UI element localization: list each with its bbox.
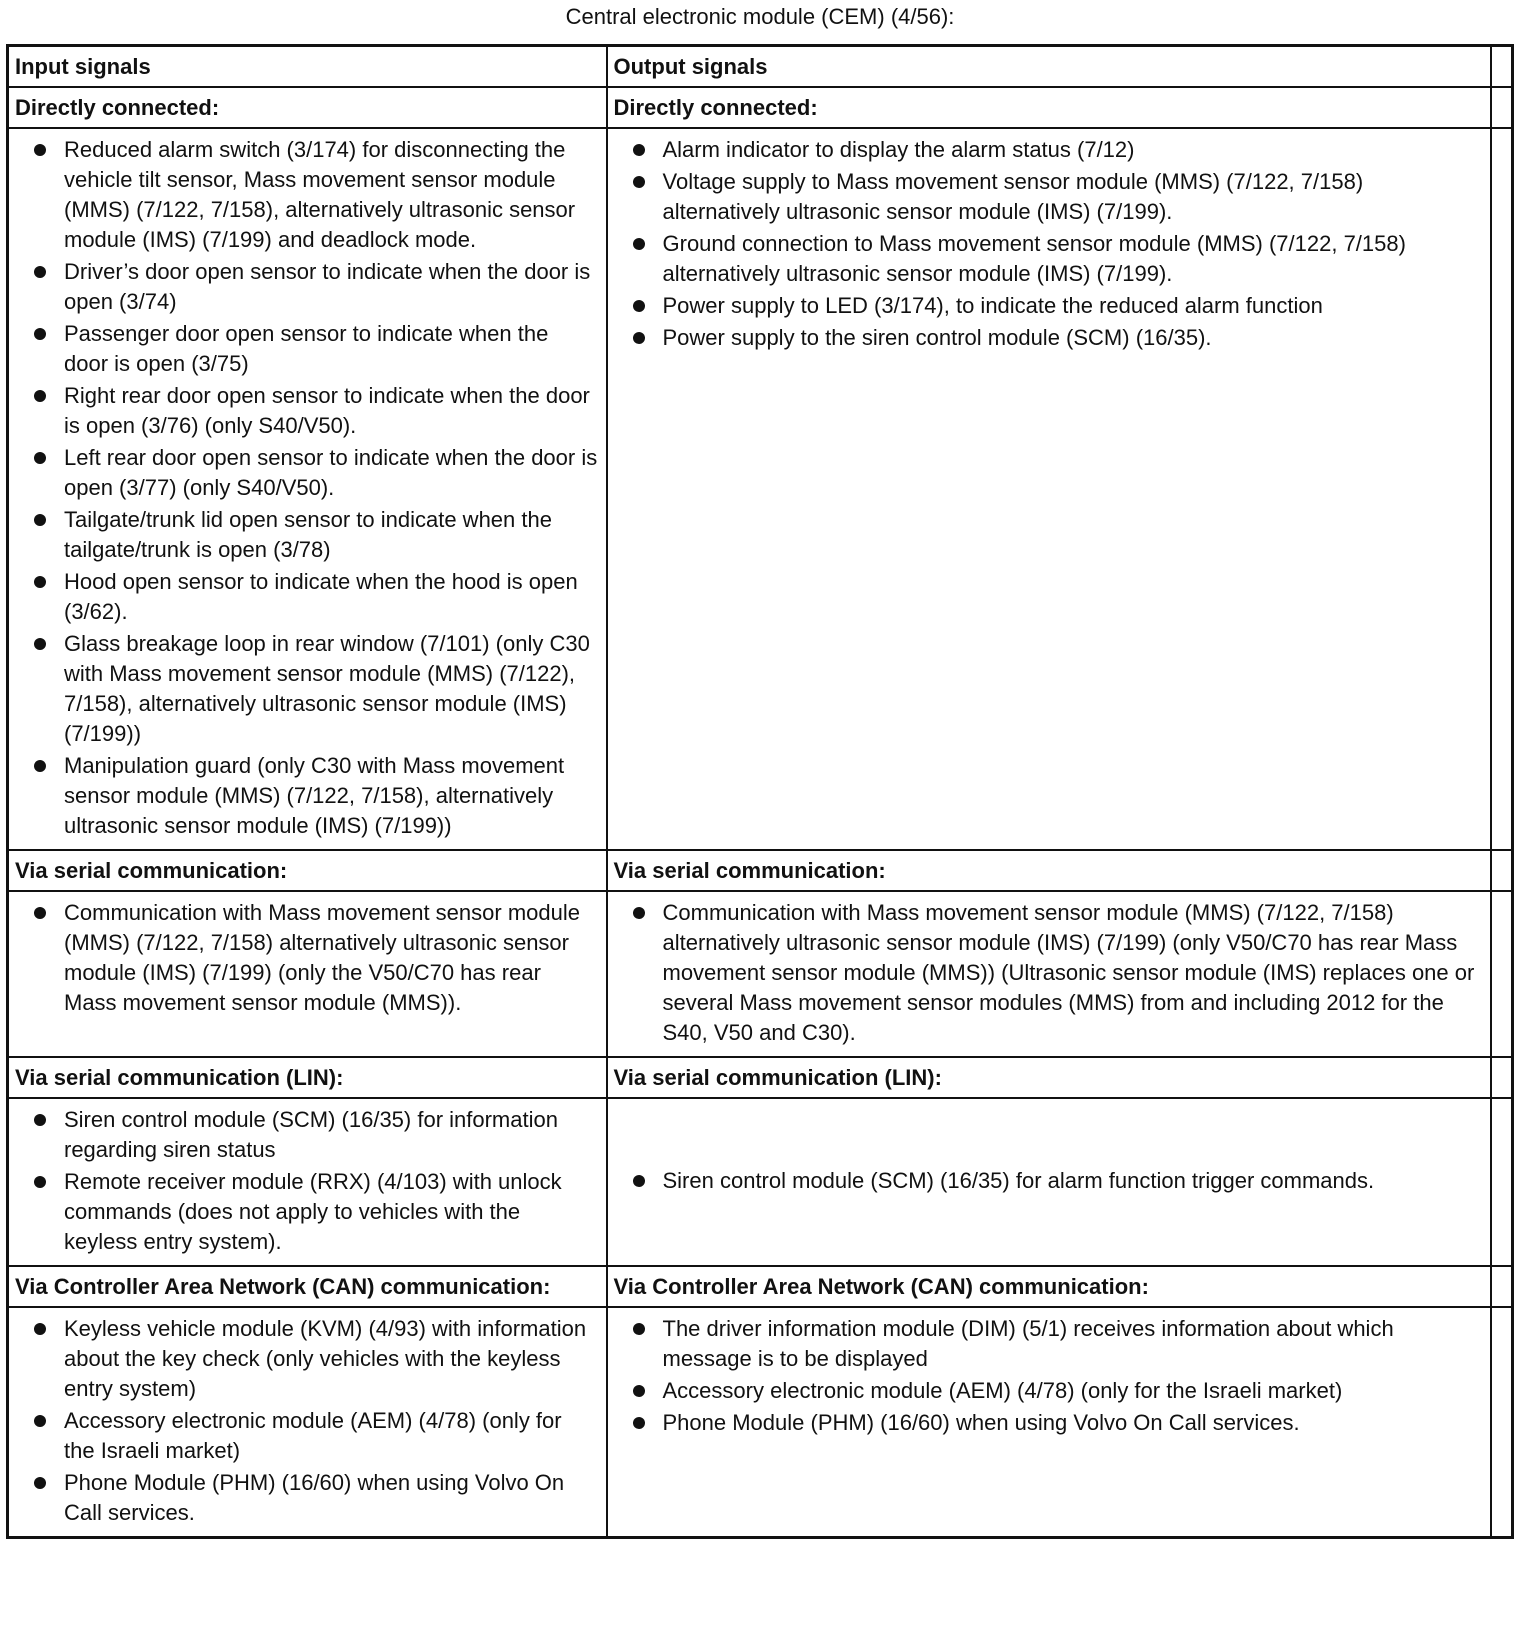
output-section-heading: Via serial communication:: [607, 850, 1491, 891]
list-item: [9, 381, 598, 441]
input-signals-header: Input signals: [8, 46, 607, 88]
list-item: [9, 1468, 598, 1528]
output-signals-header: Output signals: [607, 46, 1491, 88]
list-item: [9, 443, 598, 503]
list-item-text: Keyless vehicle module (KVM) (4/93) with information about the key check (only vehicles with the keyless entry system): [64, 1316, 587, 1401]
bullet-icon: [34, 328, 46, 340]
list-item-text: Communication with Mass movement sensor module (MMS) (7/122, 7/158) alternatively ultrasonic sensor module (IMS) (7/199) (only the V50/C70 has rear Mass movement sensor module (MMS)).: [64, 900, 580, 1015]
margin-cell: [1491, 1307, 1513, 1538]
section-heading-row: [8, 87, 1513, 128]
list-item: [9, 629, 598, 749]
page-title: Central electronic module (CEM) (4/56):: [565, 4, 955, 29]
list-item: [9, 1167, 598, 1257]
table-header-row: [8, 46, 1513, 88]
bullet-icon: [34, 144, 46, 156]
bullet-icon: [34, 1323, 46, 1335]
input-section-heading: Directly connected:: [8, 87, 607, 128]
section-heading-row: [8, 1057, 1513, 1098]
bullet-icon: [34, 1415, 46, 1427]
list-item: [9, 1406, 598, 1466]
bullet-icon: [34, 452, 46, 464]
list-item-text: Siren control module (SCM) (16/35) for alarm function trigger commands.: [662, 1168, 1375, 1193]
list-item: [9, 567, 598, 627]
bullet-icon: [34, 760, 46, 772]
list-item-text: Tailgate/trunk lid open sensor to indicate when the tailgate/trunk is open (3/78): [64, 507, 552, 562]
bullet-icon: [633, 300, 645, 312]
bullet-icon: [34, 1176, 46, 1188]
list-item-text: Ground connection to Mass movement sensor module (MMS) (7/122, 7/158) alternatively ultrasonic sensor module (IMS) (7/199).: [662, 231, 1406, 286]
bullet-icon: [633, 1175, 645, 1187]
section-heading-row: [8, 1266, 1513, 1307]
output-section-heading: Via Controller Area Network (CAN) communication:: [607, 1266, 1491, 1307]
list-item-text: Right rear door open sensor to indicate when the door is open (3/76) (only S40/V50).: [64, 383, 590, 438]
list-item: [9, 319, 598, 379]
bullet-icon: [34, 907, 46, 919]
margin-cell: [1491, 850, 1513, 891]
output-signals-list: [608, 1308, 1490, 1446]
list-item: [608, 323, 1482, 353]
margin-cell: [1491, 87, 1513, 128]
output-signals-cell: [607, 1307, 1491, 1538]
list-item-text: Left rear door open sensor to indicate when the door is open (3/77) (only S40/V50).: [64, 445, 598, 500]
bullet-icon: [633, 332, 645, 344]
section-body-row: [8, 891, 1513, 1057]
list-item-text: Accessory electronic module (AEM) (4/78) (only for the Israeli market): [64, 1408, 562, 1463]
list-item: [608, 167, 1482, 227]
list-item: [608, 229, 1482, 289]
bullet-icon: [34, 266, 46, 278]
output-signals-cell: [607, 128, 1491, 850]
list-item: [608, 291, 1482, 321]
input-signals-list: [9, 1308, 606, 1536]
list-item-text: The driver information module (DIM) (5/1) receives information about which message is to be displayed: [662, 1316, 1394, 1371]
list-item-text: Accessory electronic module (AEM) (4/78) (only for the Israeli market): [662, 1378, 1343, 1403]
input-signals-cell: [8, 891, 607, 1057]
bullet-icon: [633, 176, 645, 188]
list-item-text: Alarm indicator to display the alarm status (7/12): [662, 137, 1135, 162]
input-signals-cell: [8, 1307, 607, 1538]
list-item-text: Reduced alarm switch (3/174) for disconnecting the vehicle tilt sensor, Mass movement sensor module (MMS) (7/122, 7/158), alternatively ultrasonic sensor module (IMS) (7/199) and deadlock mode.: [64, 137, 576, 252]
bullet-icon: [34, 576, 46, 588]
bullet-icon: [633, 1385, 645, 1397]
signals-table: [6, 44, 1514, 1539]
input-signals-cell: [8, 128, 607, 850]
bullet-icon: [34, 514, 46, 526]
bullet-icon: [34, 1114, 46, 1126]
input-signals-cell: [8, 1098, 607, 1266]
section-body-row: [8, 128, 1513, 850]
output-signals-list: [608, 129, 1490, 361]
section-body-row: [8, 1307, 1513, 1538]
list-item-text: Voltage supply to Mass movement sensor module (MMS) (7/122, 7/158) alternatively ultrasonic sensor module (IMS) (7/199).: [662, 169, 1364, 224]
section-heading-row: [8, 850, 1513, 891]
margin-cell: [1491, 128, 1513, 850]
margin-cell: [1491, 1057, 1513, 1098]
input-section-heading: Via Controller Area Network (CAN) communication:: [8, 1266, 607, 1307]
list-item: [9, 898, 598, 1018]
list-item-text: Power supply to the siren control module (SCM) (16/35).: [662, 325, 1212, 350]
signals-table-body: [8, 46, 1513, 1538]
list-item-text: Siren control module (SCM) (16/35) for information regarding siren status: [64, 1107, 558, 1162]
input-section-heading: Via serial communication (LIN):: [8, 1057, 607, 1098]
bullet-icon: [34, 638, 46, 650]
input-signals-list: [9, 892, 606, 1026]
list-item-text: Manipulation guard (only C30 with Mass movement sensor module (MMS) (7/122, 7/158), alternatively ultrasonic sensor module (IMS) (7/199)): [64, 753, 565, 838]
margin-cell: [1491, 891, 1513, 1057]
output-signals-list: [608, 892, 1490, 1056]
list-item: [608, 1376, 1482, 1406]
margin-cell: [1491, 1098, 1513, 1266]
bullet-icon: [633, 1417, 645, 1429]
input-section-heading: Via serial communication:: [8, 850, 607, 891]
list-item-text: Hood open sensor to indicate when the hood is open (3/62).: [64, 569, 578, 624]
list-item-text: Communication with Mass movement sensor module (MMS) (7/122, 7/158) alternatively ultrasonic sensor module (IMS) (7/199) (only V50/C70 has rear Mass movement sensor module (MMS)) (Ultrasonic sensor module (IMS) replaces one or several Mass movement sensor modules (MMS) from and including 2012 for the S40, V50 and C30).: [662, 900, 1475, 1045]
input-signals-list: [9, 1099, 606, 1265]
list-item: [608, 1166, 1482, 1196]
list-item: [9, 751, 598, 841]
section-body-row: [8, 1098, 1513, 1266]
list-item-text: Driver’s door open sensor to indicate when the door is open (3/74): [64, 259, 591, 314]
output-section-heading: Directly connected:: [607, 87, 1491, 128]
list-item: [9, 505, 598, 565]
margin-cell: [1491, 1266, 1513, 1307]
output-signals-cell: [607, 1098, 1491, 1266]
list-item: [9, 257, 598, 317]
list-item: [9, 1105, 598, 1165]
bullet-icon: [633, 238, 645, 250]
output-signals-list: [608, 1160, 1490, 1204]
list-item-text: Glass breakage loop in rear window (7/101) (only C30 with Mass movement sensor module (MMS) (7/122), 7/158), alternatively ultrasonic sensor module (IMS) (7/199)): [64, 631, 590, 746]
list-item-text: Power supply to LED (3/174), to indicate the reduced alarm function: [662, 293, 1323, 318]
margin-cell: [1491, 46, 1513, 88]
output-signals-cell: [607, 891, 1491, 1057]
list-item-text: Phone Module (PHM) (16/60) when using Volvo On Call services.: [662, 1410, 1300, 1435]
list-item: [9, 1314, 598, 1404]
list-item-text: Passenger door open sensor to indicate when the door is open (3/75): [64, 321, 549, 376]
list-item: [608, 1408, 1482, 1438]
bullet-icon: [34, 1477, 46, 1489]
output-section-heading: Via serial communication (LIN):: [607, 1057, 1491, 1098]
list-item: [608, 135, 1482, 165]
bullet-icon: [633, 1323, 645, 1335]
list-item: [608, 898, 1482, 1048]
bullet-icon: [633, 144, 645, 156]
list-item-text: Remote receiver module (RRX) (4/103) with unlock commands (does not apply to vehicles with the keyless entry system).: [64, 1169, 562, 1254]
bullet-icon: [34, 390, 46, 402]
list-item-text: Phone Module (PHM) (16/60) when using Volvo On Call services.: [64, 1470, 565, 1525]
input-signals-list: [9, 129, 606, 849]
bullet-icon: [633, 907, 645, 919]
list-item: [9, 135, 598, 255]
list-item: [608, 1314, 1482, 1374]
